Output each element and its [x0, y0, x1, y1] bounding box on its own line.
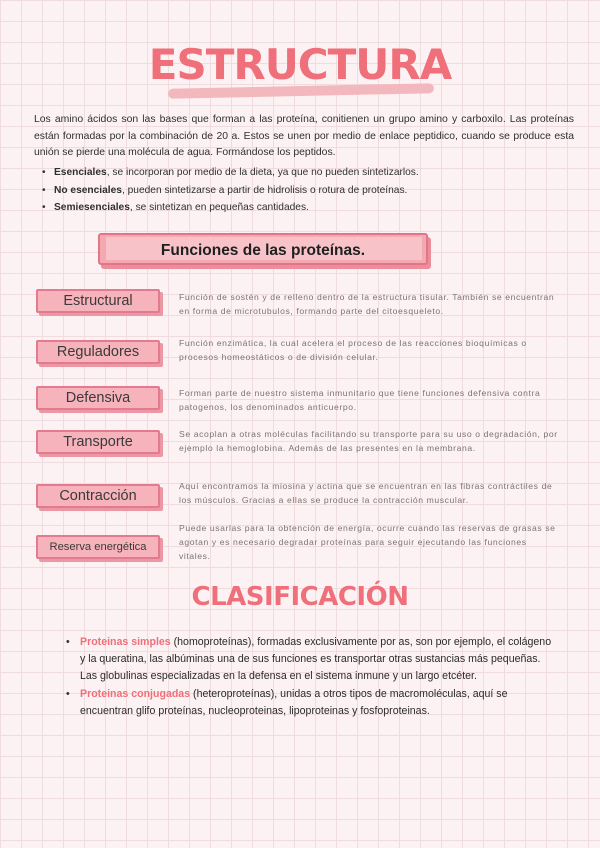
function-tag-estructural [36, 289, 160, 313]
function-tag-defensiva [36, 386, 160, 410]
item-text: , se incorporan por medio de la dieta, ya que no pueden sintetizarlos. [106, 167, 419, 178]
intro-paragraph: Los amino ácidos son las bases que forman a las proteína, conitienen un grupo amino y carboxilo. Las proteínas están formadas por la combinación de 20 a. Estos se unen por medio de enlace peptidico, cuando se produce esta unión se pierde una molécula de agua. Formándose los peptidos. [34, 114, 574, 158]
term: No esenciales [54, 184, 122, 196]
list-item [66, 686, 556, 720]
term: Proteinas simples [80, 636, 171, 648]
list-item [42, 164, 562, 182]
function-tag-contraccion [36, 484, 160, 508]
item-text: , pueden sintetizarse a partir de hidrolisis o rotura de proteínas. [121, 184, 408, 196]
functions-heading-box [98, 233, 428, 265]
tag-label: Reserva energética [49, 541, 147, 553]
amino-acid-types-list [42, 164, 562, 217]
classification-heading: CLASIFICACIÓN [191, 582, 409, 612]
page-title: ESTRUCTURA [148, 40, 452, 89]
function-desc-defensiva: Forman parte de nuestro sistema inmunitario que tiene funciones defensiva contra patogenos, los denominados anticuerpo. [179, 388, 541, 412]
function-desc-reguladores: Función enzimática, la cual acelera el proceso de las reacciones bioquímicas o procesos homeostáticos o de división celular. [179, 338, 527, 362]
term: Esenciales [54, 167, 107, 178]
tag-label: Contracción [59, 488, 137, 504]
function-tag-reguladores [36, 340, 160, 364]
tag-label: Estructural [63, 293, 133, 309]
title-block [0, 40, 600, 100]
function-desc-reserva-energetica: Puede usarlas para la obtención de energía, ocurre cuando las reservas de grasas se agotan y es necesario degradar proteínas para seguir ejecutando las funciones vitales. [179, 523, 556, 561]
list-item [42, 182, 562, 200]
function-desc-transporte: Se acoplan a otras moléculas facilitando su transporte para su uso o degradación, por ejemplo la hemoglobina. Además de las presentes en la membrana. [179, 429, 558, 453]
function-tag-reserva-energetica [36, 535, 160, 559]
term: Proteinas conjugadas [80, 687, 191, 700]
item-text: (homoproteínas), formadas exclusivamente por as, son por ejemplo, el colágeno y la queratina, las albúminas una de sus funciones es transportar otras sustancias más pequeñas. Las globulinas especializadas en la defensa en el sistema inmune y un largo etcéter. [80, 636, 552, 683]
classification-list [66, 634, 556, 720]
item-text: , se sintetizan en pequeñas cantidades. [129, 202, 309, 213]
functions-heading: Funciones de las proteínas. [160, 242, 366, 259]
function-tag-transporte [36, 430, 160, 454]
function-desc-contraccion: Aquí encontramos la miosina y actina que se encuentran en las fibras contráctiles de los músculos. Gracias a ellas se produce la contracción muscular. [179, 481, 553, 505]
tag-label: Transporte [63, 434, 133, 450]
term: Semiesenciales [54, 202, 130, 213]
item-text: (heteroproteínas), unidas a otros tipos de macromoléculas, aquí se encuentran glifo proteínas, nucleoproteinas, lipoproteinas y fosfoproteinas. [80, 687, 508, 717]
list-item [42, 199, 562, 217]
list-item [66, 634, 556, 686]
tag-label: Defensiva [65, 390, 131, 406]
function-desc-estructural: Función de sostén y de relleno dentro de la estructura tisular. También se encuentran en forma de microtubulos, formando parte del citoesqueleto. [179, 292, 555, 316]
tag-label: Reguladores [56, 344, 140, 360]
